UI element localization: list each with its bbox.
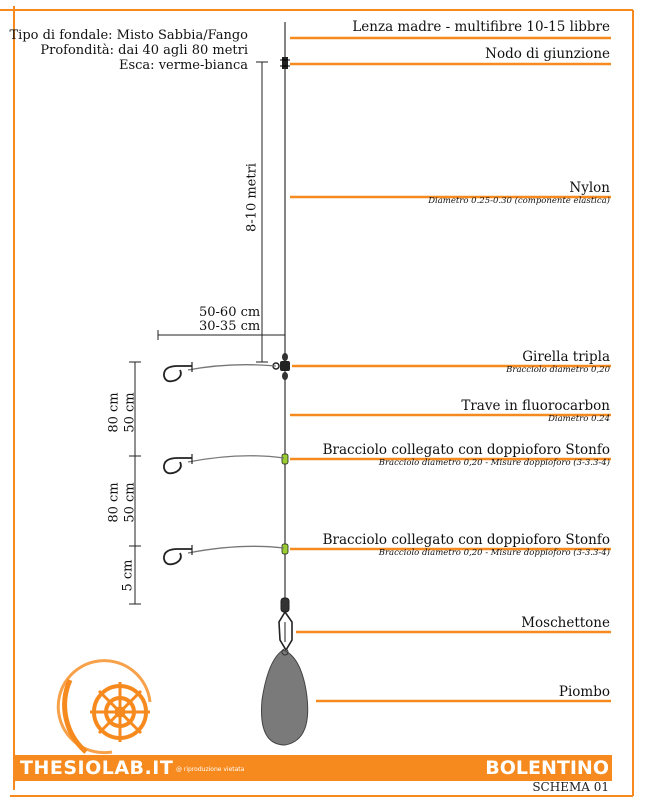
diagram-title: BOLENTINO — [485, 757, 609, 779]
bait-type: Esca: verme-bianca — [118, 58, 248, 73]
thesiolab-logo-icon — [58, 661, 150, 753]
copyright-note: @ riproduzione vietata — [176, 766, 245, 773]
label-nylon: Nylon Diametro 0.25-0.30 (componente elastica) — [428, 180, 610, 206]
measure-gap1-a: 80 cm — [106, 392, 122, 433]
label-triple-swivel: Girella tripla Bracciolo diametro 0,20 — [506, 349, 610, 375]
hook-icon — [164, 545, 192, 564]
measure-gap2-a: 80 cm — [106, 482, 122, 523]
measure-gap2-b: 50 cm — [122, 482, 138, 523]
splice-knot-icon — [280, 57, 290, 69]
stonfo-bead-icon — [282, 544, 288, 554]
snap-swivel-icon — [279, 598, 292, 650]
label-splice-knot: Nodo di giunzione — [485, 46, 610, 62]
label-stonfo-1: Bracciolo collegato con doppioforo Stonfo Bracciolo diametro 0,20 - Misure doppioforo (3-3.3-4) — [322, 442, 610, 468]
measure-nylon-length: 8-10 metri — [244, 163, 260, 232]
depth-range: Profondità: dai 40 agli 80 metri — [40, 43, 248, 58]
label-main-line: Lenza madre - multifibre 10-15 libbre — [352, 19, 610, 35]
sinker-icon — [261, 650, 307, 745]
hook-icon — [164, 454, 192, 473]
measure-gap3: 5 cm — [120, 559, 136, 592]
measure-snood-long: 50-60 cm — [199, 305, 261, 320]
stonfo-bead-icon — [282, 454, 288, 464]
measure-gap1-b: 50 cm — [122, 392, 138, 433]
bottom-type: Tipo di fondale: Misto Sabbia/Fango — [9, 28, 248, 43]
diagram-subtitle: SCHEMA 01 — [532, 780, 609, 794]
label-sinker: Piombo — [558, 684, 610, 700]
label-fluorocarbon: Trave in fluorocarbon Diametro 0.24 — [461, 398, 610, 424]
snood-line — [188, 365, 276, 370]
snood-line — [188, 546, 284, 553]
label-snap: Moschettone — [521, 615, 610, 631]
measure-snood-short: 30-35 cm — [199, 319, 261, 334]
snood-line — [188, 456, 284, 462]
hook-icon — [164, 362, 192, 381]
rig-info — [8, 28, 248, 73]
label-stonfo-2: Bracciolo collegato con doppioforo Stonfo Bracciolo diametro 0,20 - Misure doppioforo (3-3.3-4) — [322, 532, 610, 558]
brand-name: THESIOLAB.IT — [20, 757, 174, 779]
